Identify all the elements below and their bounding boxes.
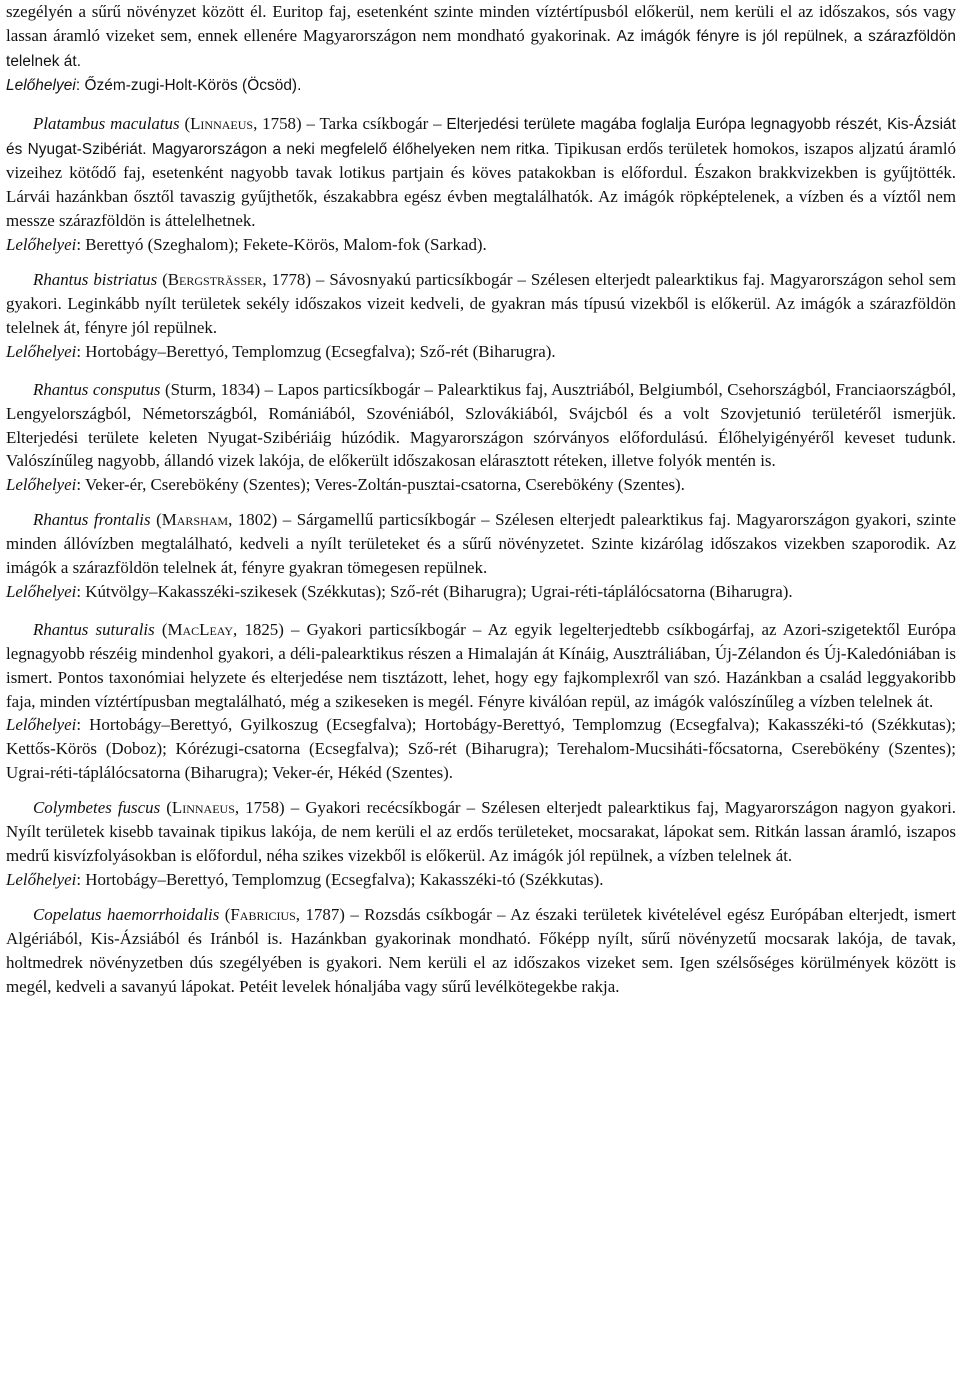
species-year-common: , 1825) – Gyakori particsíkbogár – bbox=[233, 619, 488, 639]
species-description: Az egyik legelterjedtebb csíkbogárfaj, az Azori-szigetektől Európa legnagyobb részéig mindenhol gyakori, a déli-palearktikus részen a Himalaján át Kínáig, Ausztráliában, Új-Zélandon és Új-Kaledóniában is ismert. Pontos taxonómiai helyzete és elterjedése nem tisztázott, lehet, hogy egy fajkomplexről van szó. Hazánkban a család leggyakoribb faja, minden víztértípusban megtalálható, még a szikeseken is megél. Fényre kiválóan repül, az imágók valószínűleg a vízben telelnek át. bbox=[6, 619, 960, 711]
species-description: Elterjedési területe magába foglalja Európa legnagyobb részét, Kis-Ázsiát és Nyugat-Szibériát. Magyarországon a neki megfelelő élőhelyeken nem ritka. bbox=[6, 115, 960, 158]
species-description: Palearktikus faj, Ausztriából, Belgiumból, Csehországból, Franciaországból, Lengyelországból, Németországból, Romániából, Szovéniából, Szlovákiából, Svájcból és a volt Szovjetunió területéről ismerjük. Elterjedési területe keleten Nyugat-Szibériáig húzódik. Magyarországon szórványos előfordulású. Élőhelyigényéről keveset tudunk. Valószínűleg nagyobb, állandó vizek lakója, de előkerült időszakosan elárasztott réteken, illetve folyók mentén is. bbox=[6, 379, 960, 471]
species-year-common: , 1787) – Rozsdás csíkbogár – bbox=[295, 904, 511, 924]
species-paren: ( bbox=[150, 510, 162, 530]
frontalis-localities bbox=[6, 580, 956, 604]
species-year-common: , 1834) – Lapos particsíkbogár – bbox=[211, 379, 438, 399]
intro-text-sans: Az imágók fényre is jól repülnek, a szárazföldön telelnek át. bbox=[6, 27, 960, 70]
species-paren: ( bbox=[219, 904, 231, 924]
species-paren: ( bbox=[157, 270, 168, 290]
localities-label: Lelőhelyei bbox=[6, 341, 77, 361]
species-entry-bistriatus bbox=[6, 268, 960, 340]
intro-paragraph bbox=[6, 0, 960, 74]
localities-label: Lelőhelyei bbox=[6, 235, 77, 255]
species-description-cont: Tipikusan erdős területek homokos, iszapos aljzatú áramló vizeihez kötődő faj, esetenként nagyobb tavak lotikus partjain és köves patakokban is előfordul. Északon brakkvizekben is gyűjtötték. Lárvái hazánkban ősztől tavaszig gyűjthetők, északabbra egész évben megtalálhatók. Az imágók röpképtelenek, a vízben és a víztől nem messze szárazföldön is áttelelhetnek. bbox=[6, 138, 960, 231]
localities-text: : Kútvölgy–Kakasszéki-szikesek (Székkutas); Sző-rét (Biharugra); Ugrai-réti-táplálócsatorna (Biharugra). bbox=[76, 581, 793, 601]
species-year-common: , 1758) – Tarka csíkbogár – bbox=[253, 113, 447, 133]
species-entry-consputus bbox=[6, 378, 960, 474]
localities-text: : Hortobágy–Berettyó, Gyilkoszug (Ecsegfalva); Hortobágy-Berettyó, Templomzug (Ecsegfalva); Kakasszéki-tó (Székkutas); Kettős-Körös (Doboz); Kórézugi-csatorna (Ecsegfalva); Sző-rét (Biharugra); Terehalom-Mucsiháti-főcsatorna, Cserebökény (Szentes); Ugrai-réti-táplálócsatorna (Biharugra); Veker-ér, Hékéd (Szentes). bbox=[6, 715, 960, 783]
localities-label: Lelőhelyei bbox=[6, 475, 77, 495]
species-paren: ( bbox=[179, 113, 191, 133]
localities-label: Lelőhelyei bbox=[6, 76, 76, 94]
localities-label: Lelőhelyei bbox=[6, 869, 77, 889]
species-entry-platambus bbox=[6, 112, 960, 234]
species-name: Rhantus bistriatus bbox=[33, 270, 158, 290]
species-author: Marsham bbox=[161, 510, 229, 530]
intro-text: szegélyén a sűrű növényzet között él. Euritop faj, esetenként szinte minden víztértípusból előkerül, nem kerüli el az időszakos, sós vagy lassan áramló vizeket sem, ennek ellenére Magyarországon nem mondható gyakorinak. bbox=[6, 2, 960, 45]
species-author: Fabricius bbox=[230, 904, 296, 924]
localities-label: Lelőhelyei bbox=[6, 715, 77, 735]
localities-text: : Veker-ér, Cserebökény (Szentes); Veres-Zoltán-pusztai-csatorna, Cserebökény (Szentes). bbox=[76, 475, 685, 495]
localities-label: Lelőhelyei bbox=[6, 581, 77, 601]
species-year-common: , 1778) – Sávosnyakú particsíkbogár – bbox=[262, 270, 531, 290]
document-page bbox=[6, 0, 960, 998]
colymbetes-localities bbox=[6, 868, 956, 892]
intro-localities bbox=[6, 74, 956, 98]
species-name: Rhantus consputus bbox=[33, 379, 161, 399]
species-name: Colymbetes fuscus bbox=[33, 798, 161, 818]
species-paren: ( bbox=[160, 798, 172, 818]
consputus-localities bbox=[6, 473, 956, 497]
localities-text: : Hortobágy–Berettyó, Templomzug (Ecsegfalva); Kakasszéki-tó (Székkutas). bbox=[76, 869, 604, 889]
species-description: Szélesen elterjedt palearktikus faj. Magyarországon sehol sem gyakori. Leginkább nyílt területek sekély időszakos vizeit kedveli, de gyakran más típusú vizekből is előkerül. Az imágók a szárazföldön telelnek át, fényre jól repülnek. bbox=[6, 270, 960, 337]
localities-text: : Őzém-zugi-Holt-Körös (Öcsöd). bbox=[75, 76, 302, 94]
species-name: Rhantus frontalis bbox=[33, 510, 151, 530]
species-entry-suturalis bbox=[6, 618, 960, 714]
species-description: Szélesen elterjedt palearktikus faj. Magyarországon gyakori, szinte minden állóvízben megtalálható, kedveli a nyílt területeket és a sűrű növényzetet. Szinte kizárólag időszakos vizekben szaporodik. Az imágók a szárazföldön telelnek át, fényre gyakran tömegesen repülnek. bbox=[6, 510, 960, 578]
species-description: Szélesen elterjedt palearktikus faj, Magyarországon nagyon gyakori. Nyílt területek kisebb tavainak tipikus lakója, de nem kerüli el az erdős területeket, mocsarakat, lápokat sem. Ritkán lassan áramló, iszapos medrű kisvízfolyásokban is előfordul, néha szikes vizekből is előkerül. Az imágók jól repülnek, a vízben telelnek át. bbox=[6, 798, 960, 865]
species-entry-frontalis bbox=[6, 508, 960, 580]
species-author: Sturm bbox=[170, 379, 212, 399]
localities-text: : Hortobágy–Berettyó, Templomzug (Ecsegfalva); Sző-rét (Biharugra). bbox=[76, 341, 556, 361]
species-description: Az északi területek kivételével egész Európában elterjedt, ismert Algériából, Kis-Ázsiából és Iránból is. Hazánkban gyakorinak mondható. Főképp nyílt, sűrű növényzetű mocsarak lakója, de tavak, holtmedrek növényzetben dús szegélyében is gyakori. Nem kerüli el az időszakos vizeket sem. Igen szélsőséges körülmények között is megél, kedveli a savanyú lápokat. Petéit levelek hónaljába vagy sűrű levélkötegekbe rakja. bbox=[6, 904, 960, 996]
species-name: Copelatus haemorrhoidalis bbox=[33, 904, 220, 924]
species-author: Linnaeus bbox=[171, 798, 235, 818]
suturalis-localities bbox=[6, 713, 960, 785]
species-paren: ( bbox=[154, 619, 168, 639]
species-entry-colymbetes bbox=[6, 796, 960, 868]
species-entry-copelatus bbox=[6, 903, 960, 999]
species-author: Bergsträsser bbox=[167, 270, 263, 290]
species-paren: ( bbox=[160, 379, 171, 399]
bistriatus-localities bbox=[6, 340, 956, 364]
species-author: MacLeay bbox=[167, 619, 234, 639]
species-name: Rhantus suturalis bbox=[33, 619, 155, 639]
localities-text: : Berettyó (Szeghalom); Fekete-Körös, Malom-fok (Sarkad). bbox=[76, 235, 487, 255]
species-year-common: , 1758) – Gyakori recécsíkbogár – bbox=[234, 798, 482, 818]
species-year-common: , 1802) – Sárgamellű particsíkbogár – bbox=[228, 510, 496, 530]
species-author: Linnaeus bbox=[190, 113, 254, 133]
platambus-localities bbox=[6, 233, 956, 257]
species-name: Platambus maculatus bbox=[33, 113, 180, 133]
